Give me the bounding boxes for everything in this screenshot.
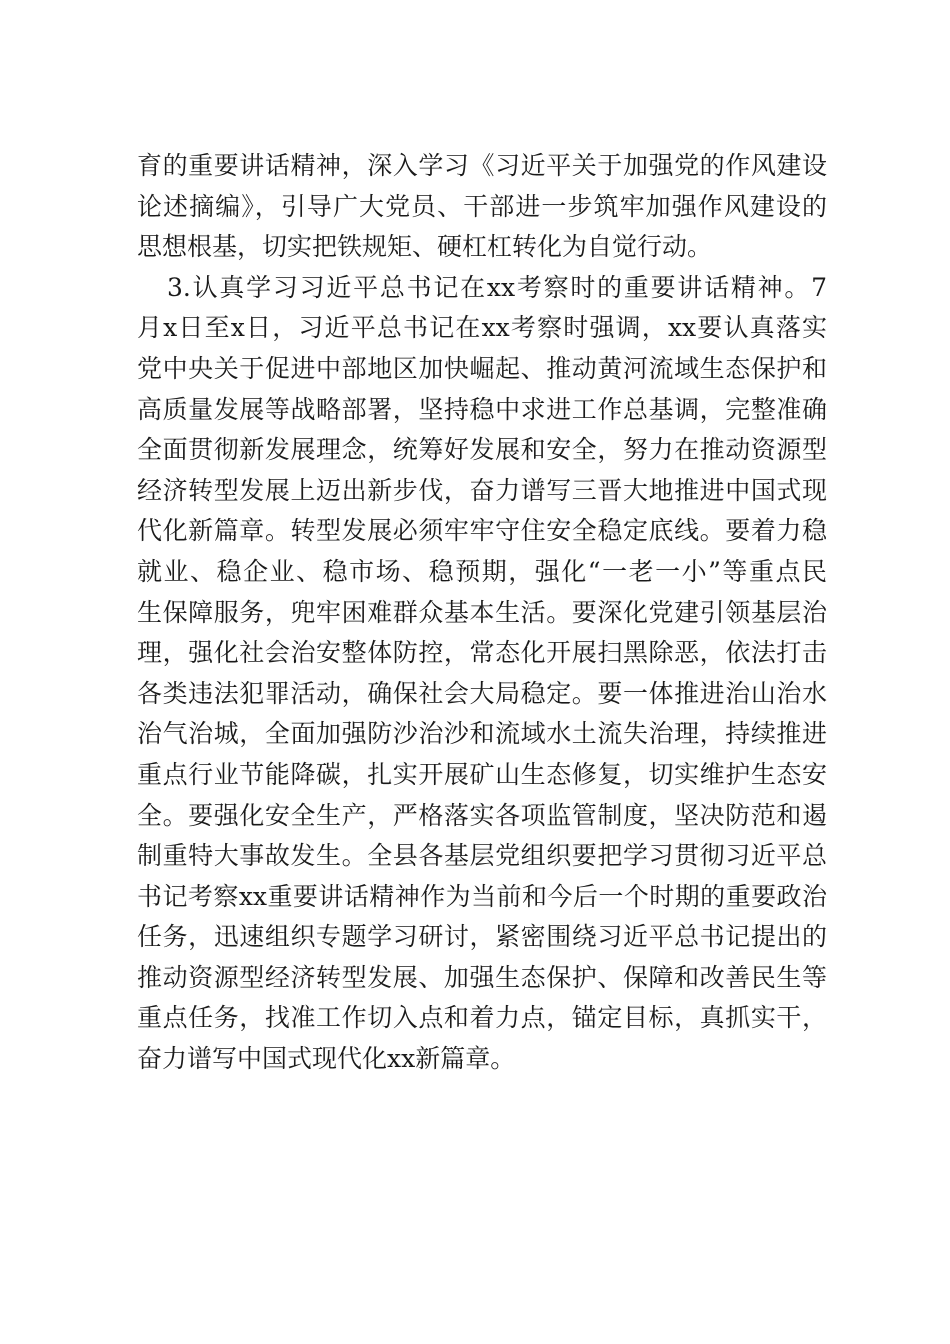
text-line: 理，强化社会治安整体防控，常态化开展扫黑除恶，依法打击 bbox=[137, 638, 827, 668]
text-line: 治气治城，全面加强防沙治沙和流域水土流失治理，持续推进 bbox=[137, 719, 827, 749]
text-line: 经济转型发展上迈出新步伐，奋力谱写三晋大地推进中国式现 bbox=[137, 475, 827, 505]
text-line: 高质量发展等战略部署，坚持稳中求进工作总基调，完整准确 bbox=[137, 394, 827, 424]
text-line: 代化新篇章。转型发展必须牢牢守住安全稳定底线。要着力稳 bbox=[137, 516, 827, 546]
paragraph-continued bbox=[137, 146, 827, 268]
text-line: 育的重要讲话精神，深入学习《习近平关于加强党的作风建设 bbox=[137, 151, 827, 180]
text-line: 推动资源型经济转型发展、加强生态保护、保障和改善民生等 bbox=[137, 962, 827, 992]
text-line: 任务，迅速组织专题学习研讨，紧密围绕习近平总书记提出的 bbox=[137, 922, 827, 952]
body-text bbox=[137, 146, 827, 1080]
text-line: 重点行业节能降碳，扎实开展矿山生态修复，切实维护生态安 bbox=[137, 759, 827, 789]
text-line: 重点任务，找准工作切入点和着力点，锚定目标，真抓实干， bbox=[137, 1003, 827, 1033]
text-line: 生保障服务，兜牢困难群众基本生活。要深化党建引领基层治 bbox=[137, 597, 827, 627]
text-line: 奋力谱写中国式现代化xx新篇章。 bbox=[137, 1044, 516, 1074]
text-line: 各类违法犯罪活动，确保社会大局稳定。要一体推进治山治水 bbox=[137, 678, 827, 708]
text-line: 全面贯彻新发展理念，统筹好发展和安全，努力在推动资源型 bbox=[137, 435, 827, 465]
paragraph-item-3 bbox=[137, 268, 827, 1080]
text-line: 月x日至x日，习近平总书记在xx考察时强调，xx要认真落实 bbox=[137, 313, 827, 343]
text-line: 就业、稳企业、稳市场、稳预期，强化“一老一小”等重点民 bbox=[137, 556, 827, 586]
text-line: 全。要强化安全生产，严格落实各项监管制度，坚决防范和遏 bbox=[137, 800, 827, 830]
text-line: 书记考察xx重要讲话精神作为当前和今后一个时期的重要政治 bbox=[137, 881, 827, 911]
text-line: 论述摘编》，引导广大党员、干部进一步筑牢加强作风建设的 bbox=[137, 191, 827, 221]
text-line: 3.认真学习习近平总书记在xx考察时的重要讲话精神。7 bbox=[167, 272, 827, 302]
text-line: 思想根基，切实把铁规矩、硬杠杠转化为自觉行动。 bbox=[137, 232, 713, 262]
text-line: 党中央关于促进中部地区加快崛起、推动黄河流域生态保护和 bbox=[137, 353, 827, 383]
text-line: 制重特大事故发生。全县各基层党组织要把学习贯彻习近平总 bbox=[137, 841, 827, 871]
